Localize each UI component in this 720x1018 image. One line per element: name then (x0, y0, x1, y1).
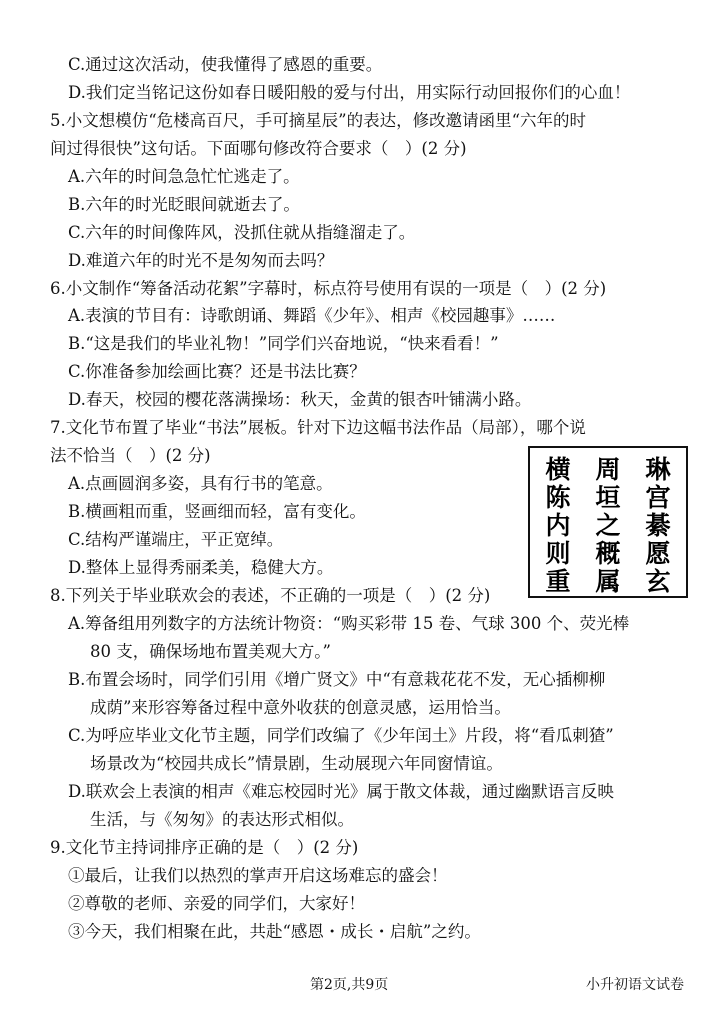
q8-option-c-line2: 场景改为“校园共成长”情景剧，生动展现六年同窗情谊。 (90, 754, 503, 773)
calligraphy-glyph: 宫 (645, 483, 671, 512)
calligraphy-glyph: 周 (595, 455, 621, 484)
q6-option-c: C.你准备参加绘画比赛？还是书法比赛？ (68, 362, 366, 381)
calligraphy-glyph: 重 (545, 567, 571, 596)
calligraphy-glyph: 属 (595, 567, 621, 596)
q5-stem-line1: 5.小文想模仿“危楼高百尺，手可摘星辰”的表达，修改邀请函里“六年的时 (50, 111, 587, 130)
q7-stem-line1: 7.文化节布置了毕业“书法”展板。针对下边这幅书法作品（局部），哪个说 (50, 418, 586, 437)
calligraphy-glyph: 横 (545, 455, 571, 484)
q9-item-2: ②尊敬的老师、亲爱的同学们，大家好！ (68, 894, 365, 913)
q8-option-a-line2: 80 支，确保场地布置美观大方。” (90, 642, 331, 661)
page-number: 第2页,共9页 (310, 977, 389, 993)
calligraphy-artwork (532, 452, 684, 596)
calligraphy-glyph: 内 (545, 511, 571, 540)
calligraphy-image (528, 446, 688, 598)
q7-option-d: D.整体上显得秀丽柔美，稳健大方。 (68, 558, 334, 577)
calligraphy-glyph: 之 (595, 511, 621, 540)
q8-option-c-line1: C.为呼应毕业文化节主题，同学们改编了《少年闰土》片段，将“看瓜刺猹” (68, 726, 614, 745)
q5-option-d: D.难道六年的时光不是匆匆而去吗？ (68, 251, 334, 270)
q7-option-b: B.横画粗而重，竖画细而轻，富有变化。 (68, 502, 366, 521)
q8-option-b-line2: 成荫”来形容筹备过程中意外收获的创意灵感，运用恰当。 (90, 698, 511, 717)
q6-option-b: B.“这是我们的毕业礼物！”同学们兴奋地说，“快来看看！” (68, 334, 499, 353)
calligraphy-glyph: 愿 (645, 539, 671, 568)
calligraphy-glyph: 陈 (545, 483, 571, 512)
calligraphy-glyph: 则 (545, 539, 571, 568)
calligraphy-glyph: 綦 (645, 511, 671, 540)
calligraphy-glyph: 琳 (645, 455, 671, 484)
q9-item-3: ③今天，我们相聚在此，共赴“感恩・成长・启航”之约。 (68, 922, 481, 941)
footer-title: 小升初语文试卷 (586, 977, 684, 993)
q8-option-d-line2: 生活，与《匆匆》的表达形式相似。 (90, 810, 354, 829)
q8-option-d-line1: D.联欢会上表演的相声《难忘校园时光》属于散文体裁，通过幽默语言反映 (68, 782, 614, 801)
q7-stem-line2: 法不恰当（ ）(2 分) (50, 446, 211, 465)
q7-option-c: C.结构严谨端庄，平正宽绰。 (68, 530, 284, 549)
calligraphy-glyph: 玄 (645, 567, 671, 596)
q5-option-b: B.六年的时光眨眼间就逝去了。 (68, 195, 300, 214)
calligraphy-glyph: 垣 (595, 483, 621, 512)
q6-option-d: D.春天，校园的樱花落满操场：秋天，金黄的银杏叶铺满小路。 (68, 390, 532, 409)
q7-option-a: A.点画圆润多姿，具有行书的笔意。 (68, 474, 333, 493)
q5-option-a: A.六年的时间急急忙忙逃走了。 (68, 167, 300, 186)
q4-option-c: C.通过这次活动，使我懂得了感恩的重要。 (68, 55, 383, 74)
q8-stem: 8.下列关于毕业联欢会的表述，不正确的一项是（ ）(2 分) (50, 586, 491, 605)
q8-option-b-line1: B.布置会场时，同学们引用《增广贤文》中“有意栽花花不发，无心插柳柳 (68, 670, 606, 689)
q5-option-c: C.六年的时间像阵风，没抓住就从指缝溜走了。 (68, 223, 416, 242)
q9-stem: 9.文化节主持词排序正确的是（ ）(2 分) (50, 838, 359, 857)
q6-stem: 6.小文制作“筹备活动花絮”字幕时，标点符号使用有误的一项是（ ）(2 分) (50, 279, 607, 298)
q4-option-d: D.我们定当铭记这份如春日暖阳般的爱与付出，用实际行动回报你们的心血！ (68, 83, 631, 102)
q9-item-1: ①最后，让我们以热烈的掌声开启这场难忘的盛会！ (68, 866, 448, 885)
q8-option-a-line1: A.筹备组用列数字的方法统计物资：“购买彩带 15 卷、气球 300 个、荧光棒 (68, 614, 630, 633)
q5-stem-line2: 间过得很快”这句话。下面哪句修改符合要求（ ）(2 分) (50, 139, 467, 158)
calligraphy-glyph: 穊 (595, 539, 621, 568)
q6-option-a: A.表演的节目有：诗歌朗诵、舞蹈《少年》、相声《校园趣事》…… (68, 306, 556, 325)
